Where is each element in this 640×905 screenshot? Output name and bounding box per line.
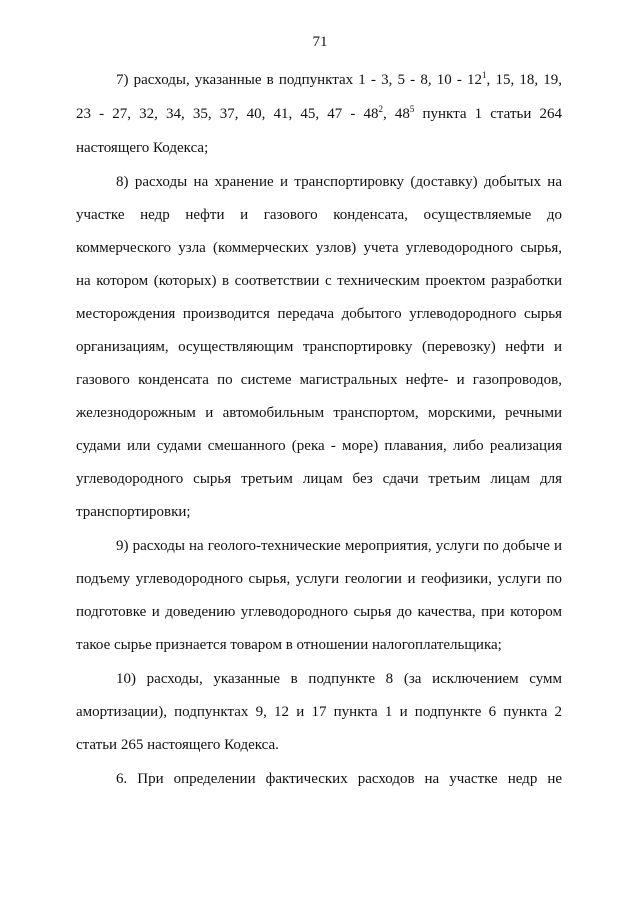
paragraph-8-line-10: углеводородного сырья третьим лицам без сдачи третьим лицам для xyxy=(76,471,562,487)
paragraph-9-line-4: такое сырье признается товаром в отношении налогоплательщика; xyxy=(76,637,502,653)
paragraph-8-line-3: коммерческого узла (коммерческих узлов) учета углеводородного сырья, xyxy=(76,240,562,256)
paragraph-8-line-5: месторождения производится передача добытого углеводородного сырья xyxy=(76,306,562,322)
paragraph-7-line-2: 23 - 27, 32, 34, 35, 37, 40, 41, 45, $47 - 48^2$, $48^5$ пункта 1 статьи 264 xyxy=(76,104,562,122)
paragraph-10-line-2: амортизации), подпунктах 9, 12 и 17 пункта 1 и подпункте 6 пункта 2 xyxy=(76,704,562,720)
paragraph-9-line-2: подъему углеводородного сырья, услуги геологии и геофизики, услуги по xyxy=(76,571,562,587)
paragraph-8-line-4: на котором (которых) в соответствии с техническим проектом разработки xyxy=(76,273,562,289)
paragraph-9-line-1: 9) расходы на геолого-технические мероприятия, услуги по добыче и xyxy=(116,538,562,554)
page-number: 71 xyxy=(312,34,328,50)
superscript: 5 xyxy=(409,104,415,114)
paragraph-7-line-3: настоящего Кодекса; xyxy=(76,140,209,156)
paragraph-10-line-3: статьи 265 настоящего Кодекса. xyxy=(76,737,279,753)
paragraph-7-line-1: 7) расходы, указанные в подпунктах 1 - 3, 5 - 8, $10 - 12^1$, 15, 18, 19, xyxy=(116,70,562,88)
paragraph-8-line-6: организациям, осуществляющим транспортировку (перевозку) нефти и xyxy=(76,339,562,355)
paragraph-8-line-1: 8) расходы на хранение и транспортировку (доставку) добытых на xyxy=(116,174,562,190)
paragraph-8-line-11: транспортировки; xyxy=(76,504,191,520)
paragraph-10-line-1: 10) расходы, указанные в подпункте 8 (за исключением сумм xyxy=(116,671,562,687)
paragraph-8-line-2: участке недр нефти и газового конденсата, осуществляемые до xyxy=(76,207,562,223)
paragraph-8-line-8: железнодорожным и автомобильным транспортом, морскими, речными xyxy=(76,405,562,421)
superscript: 2 xyxy=(378,104,383,114)
paragraph-8-line-9: судами или судами смешанного (река - море) плавания, либо реализация xyxy=(76,438,562,454)
paragraph-8-line-7: газового конденсата по системе магистральных нефте- и газопроводов, xyxy=(76,372,562,388)
paragraph-9-line-3: подготовке и доведению углеводородного сырья до качества, при котором xyxy=(76,604,562,620)
paragraph-6-line-1: 6. При определении фактических расходов на участке недр не xyxy=(116,771,562,787)
superscript: 1 xyxy=(482,70,487,80)
